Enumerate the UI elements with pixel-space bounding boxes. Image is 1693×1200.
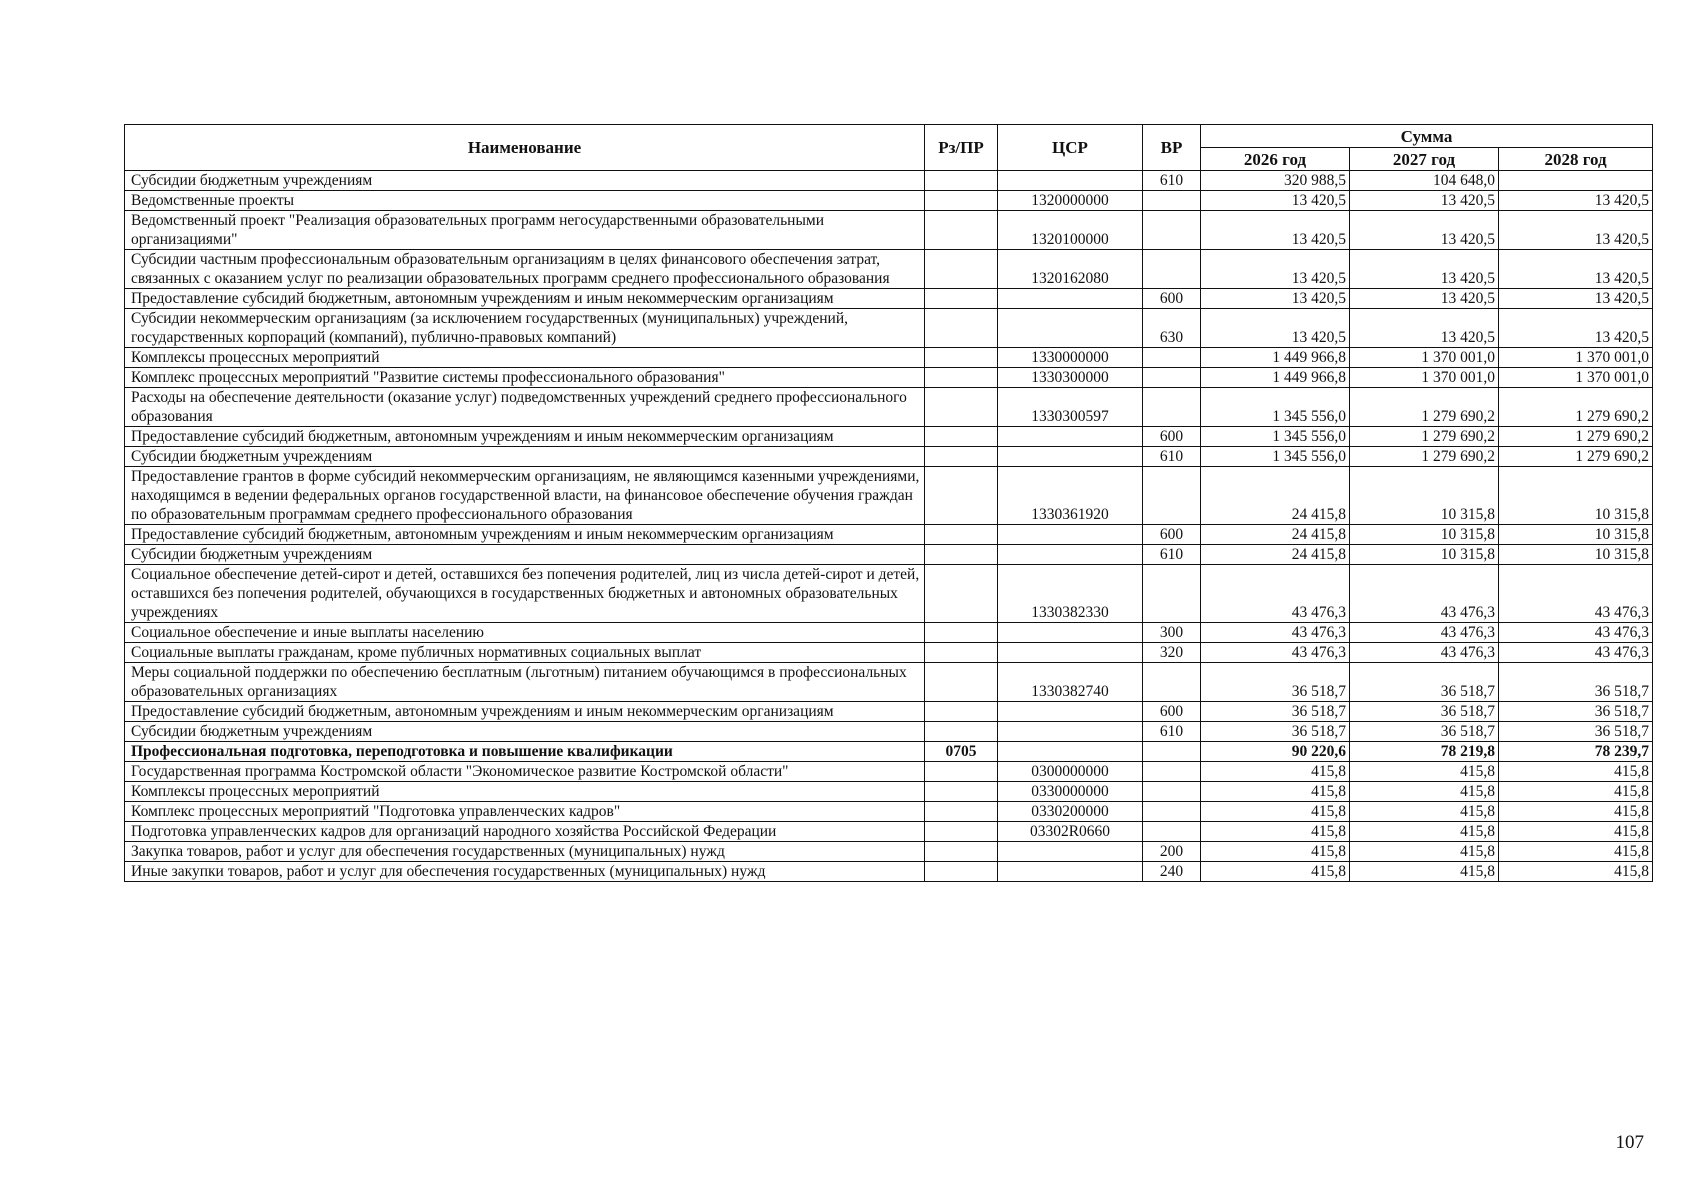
cell-2028: 13 420,5: [1499, 211, 1653, 250]
cell-2027: 13 420,5: [1350, 211, 1499, 250]
table-row: [125, 289, 1653, 309]
cell-vr: 320: [1143, 643, 1201, 663]
table-row: [125, 447, 1653, 467]
cell-vr: 610: [1143, 545, 1201, 565]
cell-rz-pr: [925, 722, 998, 742]
table-row: [125, 388, 1653, 427]
cell-rz-pr: [925, 348, 998, 368]
cell-2027: 415,8: [1350, 782, 1499, 802]
cell-2028: 415,8: [1499, 762, 1653, 782]
cell-2027: 1 370 001,0: [1350, 348, 1499, 368]
cell-csr: 03302R0660: [998, 822, 1143, 842]
cell-name: Социальное обеспечение детей-сирот и детей, оставшихся без попечения родителей, лиц из числа детей-сирот и детей, оставшихся без попечения родителей, обучающихся в государственных бюджетных и автономных образовательных учреждениях: [125, 565, 925, 623]
cell-rz-pr: [925, 762, 998, 782]
cell-name: Субсидии некоммерческим организациям (за исключением государственных (муниципальных) учреждений, государственных корпораций (компаний), публично-правовых компаний): [125, 309, 925, 348]
cell-2026: 90 220,6: [1201, 742, 1350, 762]
cell-name: Ведомственные проекты: [125, 191, 925, 211]
cell-2026: 1 345 556,0: [1201, 427, 1350, 447]
cell-2026: 415,8: [1201, 862, 1350, 882]
cell-csr: [998, 171, 1143, 191]
cell-rz-pr: [925, 525, 998, 545]
cell-vr: 240: [1143, 862, 1201, 882]
header-csr: ЦСР: [998, 125, 1143, 171]
cell-vr: [1143, 211, 1201, 250]
cell-2026: 415,8: [1201, 822, 1350, 842]
table-row: [125, 802, 1653, 822]
header-sum: Сумма: [1201, 125, 1653, 148]
cell-2028: 10 315,8: [1499, 467, 1653, 525]
table-row: [125, 545, 1653, 565]
cell-vr: [1143, 191, 1201, 211]
table-row: [125, 762, 1653, 782]
header-name: Наименование: [125, 125, 925, 171]
cell-2026: 415,8: [1201, 782, 1350, 802]
cell-csr: [998, 842, 1143, 862]
cell-vr: 610: [1143, 447, 1201, 467]
cell-2027: 1 279 690,2: [1350, 427, 1499, 447]
cell-2028: 13 420,5: [1499, 250, 1653, 289]
cell-csr: [998, 643, 1143, 663]
cell-2026: 43 476,3: [1201, 643, 1350, 663]
header-vr: ВР: [1143, 125, 1201, 171]
cell-rz-pr: [925, 702, 998, 722]
cell-name: Субсидии бюджетным учреждениям: [125, 722, 925, 742]
cell-2026: 43 476,3: [1201, 623, 1350, 643]
cell-2026: 43 476,3: [1201, 565, 1350, 623]
cell-csr: [998, 427, 1143, 447]
cell-2026: 13 420,5: [1201, 289, 1350, 309]
cell-vr: [1143, 762, 1201, 782]
cell-vr: 600: [1143, 525, 1201, 545]
cell-2028: 36 518,7: [1499, 722, 1653, 742]
cell-2028: 415,8: [1499, 802, 1653, 822]
cell-name: Профессиональная подготовка, переподготовка и повышение квалификации: [125, 742, 925, 762]
cell-2026: 13 420,5: [1201, 309, 1350, 348]
cell-2027: 13 420,5: [1350, 191, 1499, 211]
cell-2028: 1 279 690,2: [1499, 447, 1653, 467]
cell-2027: 36 518,7: [1350, 702, 1499, 722]
cell-vr: 200: [1143, 842, 1201, 862]
cell-2026: 320 988,5: [1201, 171, 1350, 191]
table-row: [125, 368, 1653, 388]
cell-csr: 1330382740: [998, 663, 1143, 702]
cell-vr: [1143, 822, 1201, 842]
cell-vr: [1143, 565, 1201, 623]
cell-2028: 36 518,7: [1499, 702, 1653, 722]
cell-csr: 1330300000: [998, 368, 1143, 388]
cell-rz-pr: [925, 289, 998, 309]
cell-csr: 0300000000: [998, 762, 1143, 782]
table-row: [125, 702, 1653, 722]
table-row: [125, 191, 1653, 211]
table-row: [125, 623, 1653, 643]
table-row: [125, 782, 1653, 802]
cell-2028: 1 370 001,0: [1499, 348, 1653, 368]
table-row: [125, 862, 1653, 882]
header-year-2026: 2026 год: [1201, 148, 1350, 171]
cell-vr: 610: [1143, 722, 1201, 742]
cell-2027: 10 315,8: [1350, 545, 1499, 565]
cell-2028: 1 279 690,2: [1499, 388, 1653, 427]
cell-2028: 43 476,3: [1499, 643, 1653, 663]
cell-2027: 10 315,8: [1350, 525, 1499, 545]
header-year-2027: 2027 год: [1350, 148, 1499, 171]
cell-2027: 104 648,0: [1350, 171, 1499, 191]
cell-2028: 10 315,8: [1499, 525, 1653, 545]
cell-vr: [1143, 348, 1201, 368]
cell-csr: 1330000000: [998, 348, 1143, 368]
cell-2027: 13 420,5: [1350, 250, 1499, 289]
cell-name: Предоставление субсидий бюджетным, автономным учреждениям и иным некоммерческим организациям: [125, 289, 925, 309]
cell-csr: 1320000000: [998, 191, 1143, 211]
cell-rz-pr: [925, 309, 998, 348]
cell-rz-pr: [925, 822, 998, 842]
cell-csr: 1330300597: [998, 388, 1143, 427]
cell-2028: 415,8: [1499, 862, 1653, 882]
cell-2028: 13 420,5: [1499, 191, 1653, 211]
cell-name: Предоставление субсидий бюджетным, автономным учреждениям и иным некоммерческим организациям: [125, 427, 925, 447]
cell-2027: 1 370 001,0: [1350, 368, 1499, 388]
cell-csr: [998, 545, 1143, 565]
cell-vr: [1143, 802, 1201, 822]
cell-2028: 415,8: [1499, 822, 1653, 842]
cell-name: Государственная программа Костромской области "Экономическое развитие Костромской области": [125, 762, 925, 782]
table-header: [125, 125, 1653, 171]
cell-rz-pr: 0705: [925, 742, 998, 762]
cell-rz-pr: [925, 388, 998, 427]
cell-name: Социальные выплаты гражданам, кроме публичных нормативных социальных выплат: [125, 643, 925, 663]
cell-csr: [998, 623, 1143, 643]
cell-csr: 1330361920: [998, 467, 1143, 525]
cell-csr: 1320100000: [998, 211, 1143, 250]
cell-rz-pr: [925, 368, 998, 388]
cell-name: Предоставление субсидий бюджетным, автономным учреждениям и иным некоммерческим организациям: [125, 525, 925, 545]
cell-2026: 1 345 556,0: [1201, 388, 1350, 427]
table-row: [125, 427, 1653, 447]
cell-2027: 415,8: [1350, 762, 1499, 782]
cell-2026: 415,8: [1201, 842, 1350, 862]
cell-name: Комплексы процессных мероприятий: [125, 348, 925, 368]
cell-csr: [998, 525, 1143, 545]
cell-2026: 1 449 966,8: [1201, 348, 1350, 368]
cell-rz-pr: [925, 545, 998, 565]
cell-rz-pr: [925, 842, 998, 862]
cell-name: Предоставление субсидий бюджетным, автономным учреждениям и иным некоммерческим организациям: [125, 702, 925, 722]
table-row: [125, 309, 1653, 348]
cell-name: Субсидии бюджетным учреждениям: [125, 545, 925, 565]
cell-name: Комплексы процессных мероприятий: [125, 782, 925, 802]
cell-2027: 1 279 690,2: [1350, 388, 1499, 427]
cell-csr: [998, 722, 1143, 742]
cell-2028: 13 420,5: [1499, 309, 1653, 348]
table-row: [125, 722, 1653, 742]
table-row: [125, 663, 1653, 702]
cell-2027: 415,8: [1350, 802, 1499, 822]
cell-vr: [1143, 368, 1201, 388]
table-row: [125, 211, 1653, 250]
table-row: [125, 742, 1653, 762]
cell-2028: 415,8: [1499, 782, 1653, 802]
table-row: [125, 822, 1653, 842]
cell-csr: 0330200000: [998, 802, 1143, 822]
cell-2028: 78 239,7: [1499, 742, 1653, 762]
cell-2026: 36 518,7: [1201, 663, 1350, 702]
cell-rz-pr: [925, 447, 998, 467]
cell-2027: 78 219,8: [1350, 742, 1499, 762]
cell-name: Социальное обеспечение и иные выплаты населению: [125, 623, 925, 643]
table-row: [125, 250, 1653, 289]
cell-2027: 13 420,5: [1350, 309, 1499, 348]
cell-csr: 1320162080: [998, 250, 1143, 289]
table-row: [125, 842, 1653, 862]
cell-rz-pr: [925, 802, 998, 822]
cell-2027: 43 476,3: [1350, 623, 1499, 643]
table-body: [125, 171, 1653, 882]
table-row: [125, 171, 1653, 191]
cell-2026: 415,8: [1201, 802, 1350, 822]
cell-name: Комплекс процессных мероприятий "Развитие системы профессионального образования": [125, 368, 925, 388]
cell-2028: 1 370 001,0: [1499, 368, 1653, 388]
cell-2028: 13 420,5: [1499, 289, 1653, 309]
cell-rz-pr: [925, 565, 998, 623]
cell-csr: [998, 309, 1143, 348]
cell-name: Комплекс процессных мероприятий "Подготовка управленческих кадров": [125, 802, 925, 822]
cell-vr: [1143, 782, 1201, 802]
cell-2028: 43 476,3: [1499, 565, 1653, 623]
cell-vr: [1143, 742, 1201, 762]
table-row: [125, 643, 1653, 663]
cell-2026: 1 345 556,0: [1201, 447, 1350, 467]
table-row: [125, 348, 1653, 368]
cell-rz-pr: [925, 643, 998, 663]
cell-rz-pr: [925, 191, 998, 211]
cell-2027: 415,8: [1350, 822, 1499, 842]
cell-rz-pr: [925, 623, 998, 643]
cell-2027: 43 476,3: [1350, 565, 1499, 623]
cell-name: Субсидии бюджетным учреждениям: [125, 447, 925, 467]
cell-csr: 1330382330: [998, 565, 1143, 623]
cell-name: Ведомственный проект "Реализация образовательных программ негосударственными образовательными организациями": [125, 211, 925, 250]
budget-table: [124, 124, 1653, 882]
cell-name: Иные закупки товаров, работ и услуг для обеспечения государственных (муниципальных) нужд: [125, 862, 925, 882]
cell-csr: [998, 289, 1143, 309]
cell-2026: 36 518,7: [1201, 722, 1350, 742]
cell-rz-pr: [925, 171, 998, 191]
cell-2028: 415,8: [1499, 842, 1653, 862]
table-row: [125, 525, 1653, 545]
cell-vr: [1143, 250, 1201, 289]
cell-2028: 10 315,8: [1499, 545, 1653, 565]
cell-name: Подготовка управленческих кадров для организаций народного хозяйства Российской Федерации: [125, 822, 925, 842]
cell-name: Закупка товаров, работ и услуг для обеспечения государственных (муниципальных) нужд: [125, 842, 925, 862]
cell-vr: [1143, 467, 1201, 525]
cell-2026: 13 420,5: [1201, 191, 1350, 211]
cell-2027: 13 420,5: [1350, 289, 1499, 309]
cell-2026: 24 415,8: [1201, 545, 1350, 565]
cell-2026: 13 420,5: [1201, 211, 1350, 250]
page-number: 107: [1615, 1132, 1644, 1153]
cell-name: Расходы на обеспечение деятельности (оказание услуг) подведомственных учреждений среднего профессионального образования: [125, 388, 925, 427]
cell-2027: 36 518,7: [1350, 722, 1499, 742]
cell-csr: 0330000000: [998, 782, 1143, 802]
cell-2028: 43 476,3: [1499, 623, 1653, 643]
cell-rz-pr: [925, 862, 998, 882]
header-rz-pr: Рз/ПР: [925, 125, 998, 171]
cell-2027: 415,8: [1350, 842, 1499, 862]
cell-rz-pr: [925, 427, 998, 447]
cell-2026: 24 415,8: [1201, 467, 1350, 525]
cell-rz-pr: [925, 211, 998, 250]
table-row: [125, 467, 1653, 525]
cell-rz-pr: [925, 250, 998, 289]
cell-2028: 36 518,7: [1499, 663, 1653, 702]
cell-2027: 36 518,7: [1350, 663, 1499, 702]
cell-vr: [1143, 388, 1201, 427]
cell-2026: 36 518,7: [1201, 702, 1350, 722]
cell-csr: [998, 702, 1143, 722]
cell-rz-pr: [925, 782, 998, 802]
cell-rz-pr: [925, 467, 998, 525]
cell-vr: 630: [1143, 309, 1201, 348]
cell-rz-pr: [925, 663, 998, 702]
cell-name: Субсидии частным профессиональным образовательным организациям в целях финансового обеспечения затрат, связанных с оказанием услуг по реализации образовательных программ среднего профессионального образования: [125, 250, 925, 289]
cell-2026: 13 420,5: [1201, 250, 1350, 289]
cell-2028: 1 279 690,2: [1499, 427, 1653, 447]
cell-2027: 43 476,3: [1350, 643, 1499, 663]
cell-2027: 10 315,8: [1350, 467, 1499, 525]
cell-name: Меры социальной поддержки по обеспечению бесплатным (льготным) питанием обучающимся в профессиональных образовательных организациях: [125, 663, 925, 702]
cell-csr: [998, 862, 1143, 882]
cell-vr: 600: [1143, 427, 1201, 447]
cell-2026: 24 415,8: [1201, 525, 1350, 545]
cell-2026: 415,8: [1201, 762, 1350, 782]
cell-2027: 415,8: [1350, 862, 1499, 882]
cell-csr: [998, 447, 1143, 467]
cell-csr: [998, 742, 1143, 762]
cell-vr: 610: [1143, 171, 1201, 191]
cell-2027: 1 279 690,2: [1350, 447, 1499, 467]
cell-name: Предоставление грантов в форме субсидий некоммерческим организациям, не являющимся казенными учреждениями, находящимся в ведении федеральных органов государственной власти, на финансовое обеспечение обучения граждан по образовательным программам среднего профессионального образования: [125, 467, 925, 525]
table-row: [125, 565, 1653, 623]
header-year-2028: 2028 год: [1499, 148, 1653, 171]
cell-vr: [1143, 663, 1201, 702]
cell-2026: 1 449 966,8: [1201, 368, 1350, 388]
cell-vr: 300: [1143, 623, 1201, 643]
cell-name: Субсидии бюджетным учреждениям: [125, 171, 925, 191]
cell-vr: 600: [1143, 289, 1201, 309]
cell-vr: 600: [1143, 702, 1201, 722]
cell-2028: [1499, 171, 1653, 191]
